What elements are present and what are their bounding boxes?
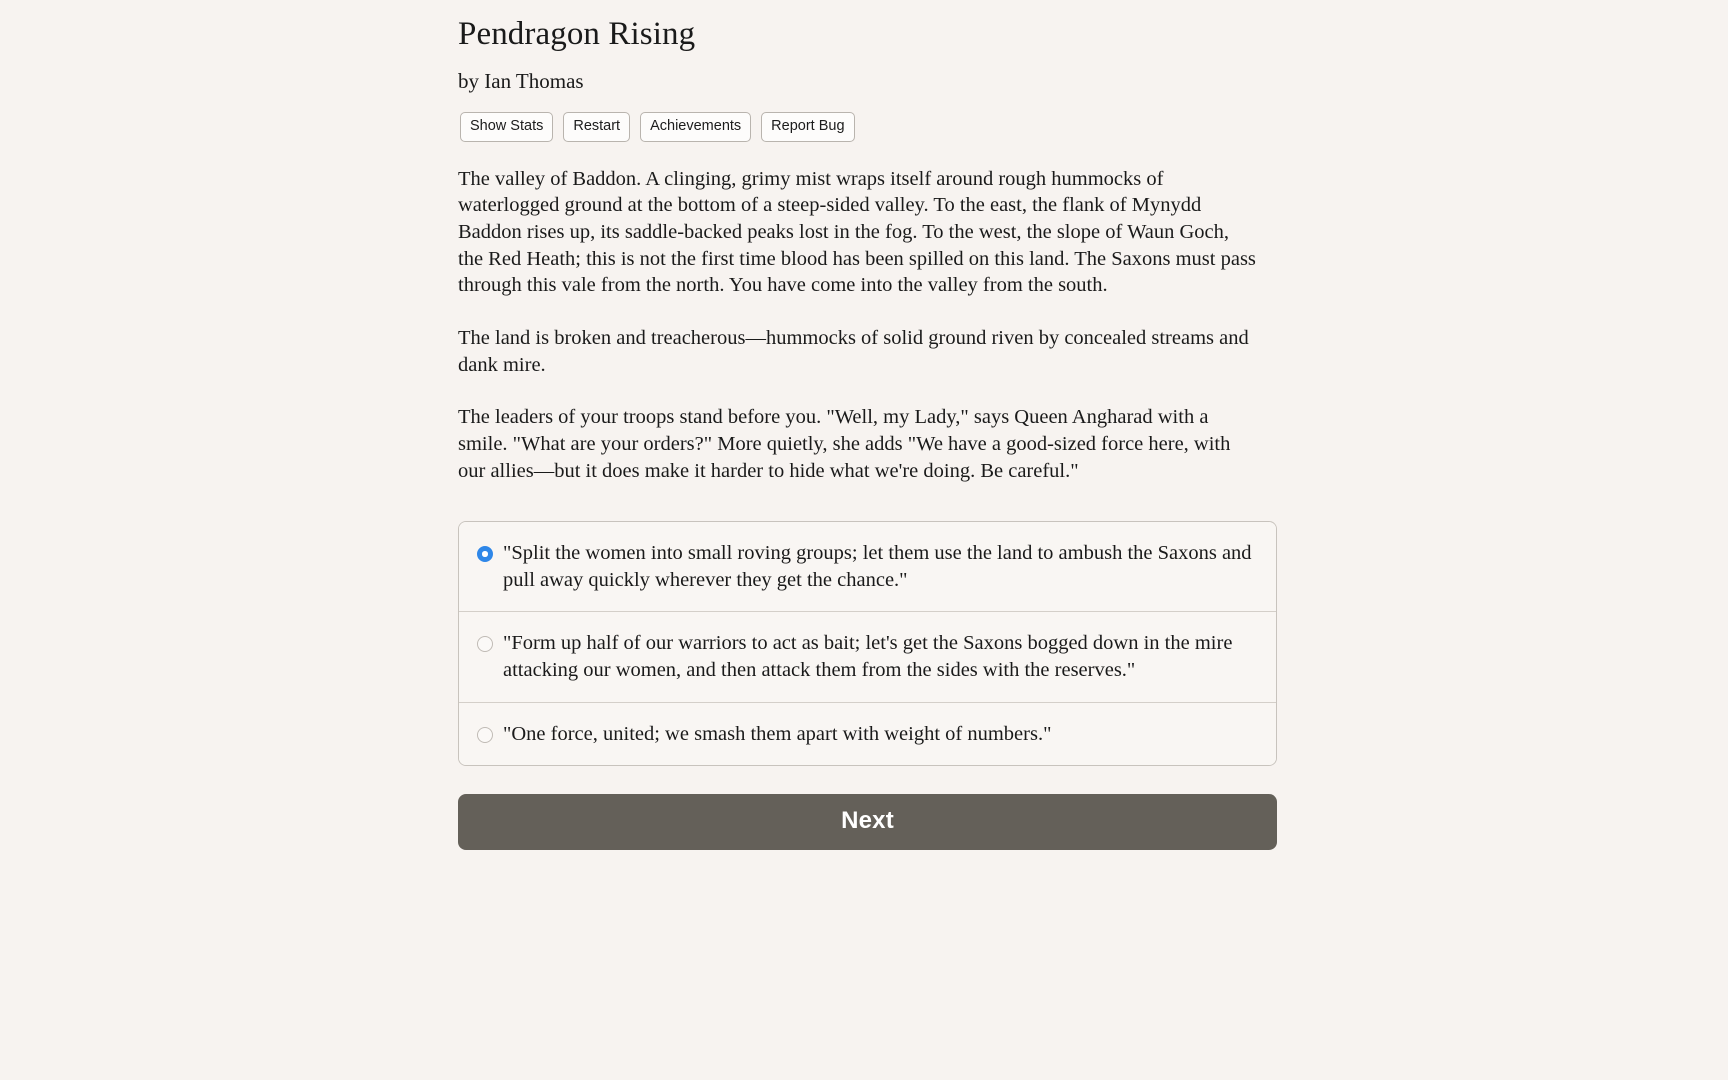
report-bug-button[interactable]: Report Bug: [761, 112, 854, 142]
toolbar: [460, 112, 1278, 142]
story-paragraph: The land is broken and treacherous—hummocks of solid ground riven by concealed streams and dank mire.: [458, 326, 1249, 376]
choice-option-3[interactable]: [459, 703, 1276, 766]
achievements-button[interactable]: Achievements: [640, 112, 751, 142]
choice-list: [458, 521, 1277, 766]
content-frame: [458, 14, 1278, 850]
choice-option-2[interactable]: [459, 612, 1276, 702]
choice-label: "One force, united; we smash them apart with weight of numbers.": [503, 722, 1052, 745]
choice-option-1[interactable]: [459, 522, 1276, 612]
radio-button-selected[interactable]: [477, 546, 493, 562]
page-title: Pendragon Rising: [458, 16, 696, 52]
choice-label: "Form up half of our warriors to act as bait; let's get the Saxons bogged down in the mire attacking our women, and then attack them from the sides with the reserves.": [503, 632, 1233, 682]
restart-button[interactable]: Restart: [563, 112, 630, 142]
radio-button[interactable]: [477, 727, 493, 743]
choice-label: "Split the women into small roving groups; let them use the land to ambush the Saxons and pull away quickly wherever they get the chance.": [503, 542, 1252, 591]
story-text: [458, 166, 1278, 484]
author-byline: by Ian Thomas: [458, 69, 584, 94]
next-button[interactable]: Next: [458, 794, 1277, 850]
story-paragraph: The valley of Baddon. A clinging, grimy mist wraps itself around rough hummocks of waterlogged ground at the bottom of a steep-sided valley. To the east, the flank of Mynydd Baddon rises up, its saddle-backed peaks lost in the fog. To the west, the slope of Waun Goch, the Red Heath; this is not the first time blood has been spilled on this land. The Saxons must pass through this vale from the north. You have come into the valley from the south.: [458, 167, 1256, 297]
radio-button[interactable]: [477, 636, 493, 652]
story-paragraph: The leaders of your troops stand before you. "Well, my Lady," says Queen Angharad with a smile. "What are your orders?" More quietly, she adds "We have a good-sized force here, with our allies—but it does make it harder to hide what we're doing. Be careful.": [458, 406, 1231, 482]
show-stats-button[interactable]: Show Stats: [460, 112, 553, 142]
